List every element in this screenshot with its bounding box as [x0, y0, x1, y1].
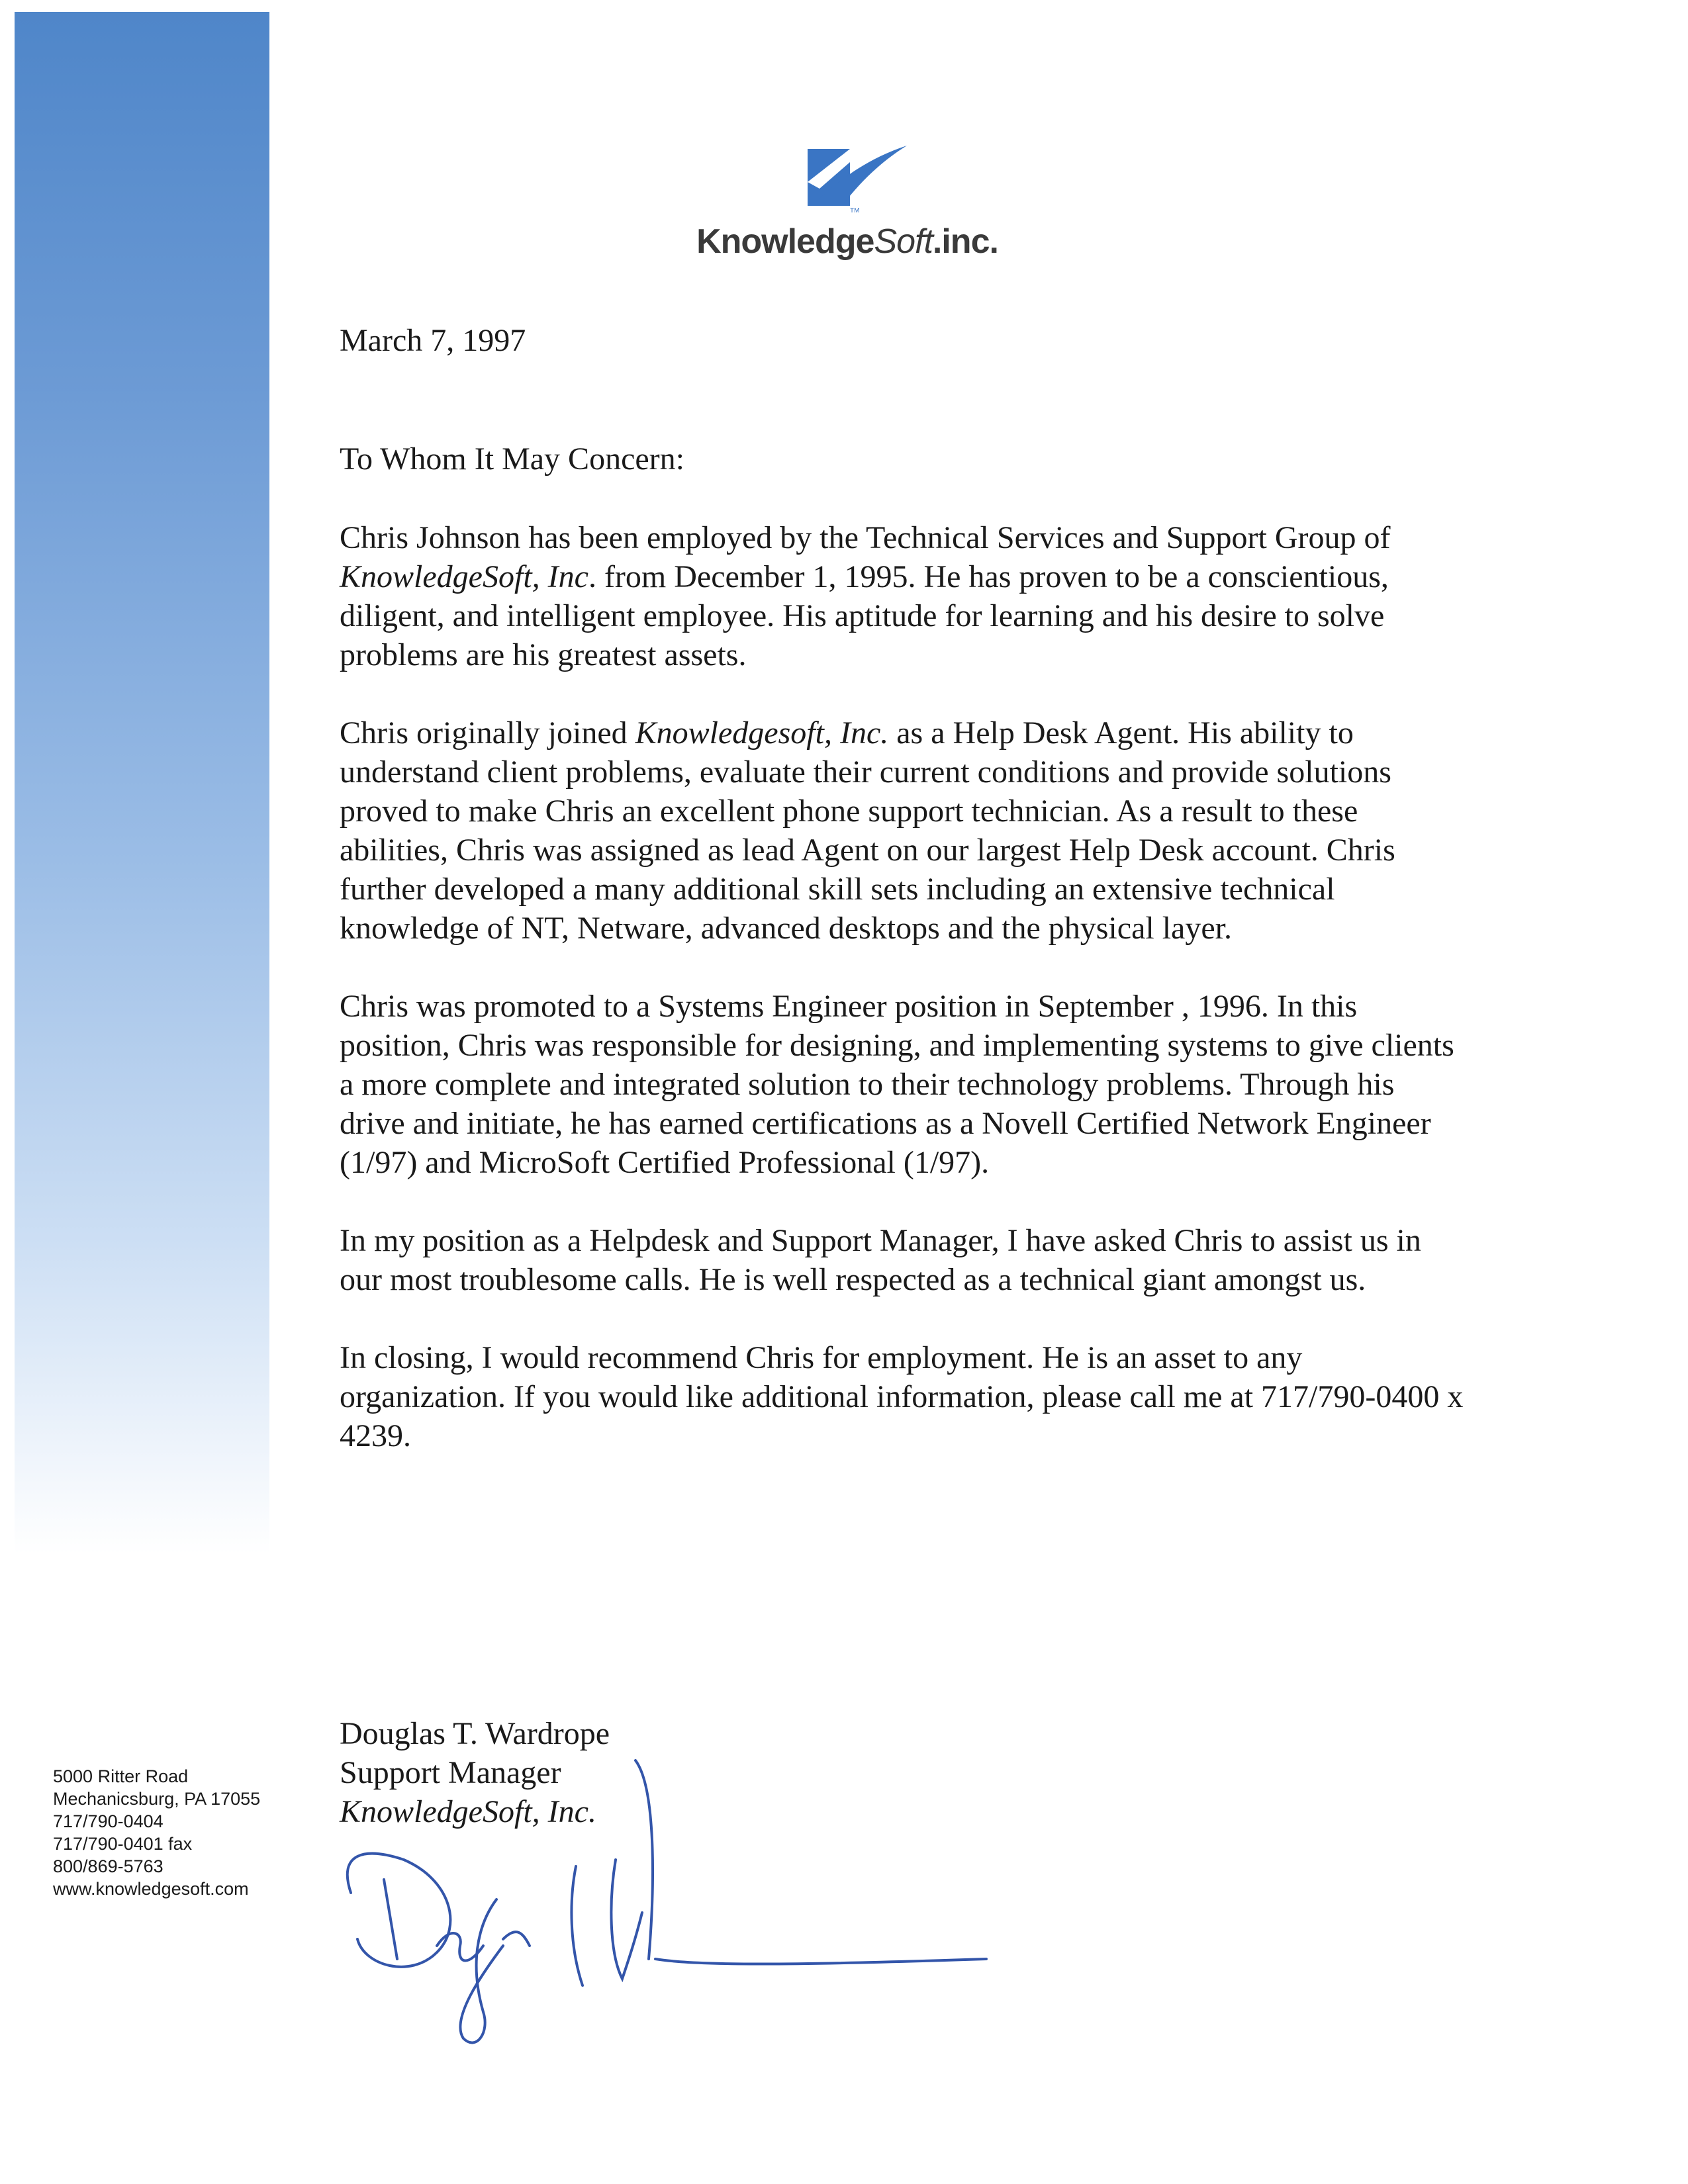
- logo-name-italic: Soft: [874, 222, 933, 261]
- letter-greeting: To Whom It May Concern:: [340, 441, 684, 477]
- letter-body: [340, 321, 1465, 1494]
- p2-company: Knowledgesoft, Inc.: [635, 715, 889, 751]
- address-phone: 717/790-0404: [53, 1811, 164, 1831]
- signer-name: Douglas T. Wardrope: [340, 1716, 610, 1751]
- paragraph-4: In my position as a Helpdesk and Support Manager, I have asked Chris to assist us in our most troublesome calls. He is well respected as a technical giant amongst us.: [340, 1223, 1421, 1297]
- paragraph-5: In closing, I would recommend Chris for employment. He is an asset to any organization. If you would like additional information, please call me at 717/790-0400 x 4239.: [340, 1340, 1464, 1453]
- paragraph-1: [340, 518, 1465, 674]
- letter-date: March 7, 1997: [340, 323, 526, 358]
- address-fax: 717/790-0401 fax: [53, 1834, 193, 1854]
- logo-wordmark: [688, 222, 1006, 261]
- blue-gradient-sidebar: [15, 12, 269, 1554]
- p2-text-b: as a Help Desk Agent. His ability to understand client problems, evaluate their current conditions and provide solutions proved to make Chris an excellent phone support technician. As a result to these abilities, Chris was assigned as lead Agent on our largest Help Desk account. Chris further developed a many additional skill sets including an extensive technical knowledge of NT, Netware, advanced desktops and the physical layer.: [340, 715, 1395, 946]
- company-logo: [688, 142, 1006, 261]
- paragraph-3: Chris was promoted to a Systems Engineer position in September , 1996. In this position, Chris was responsible for designing, and implementing systems to give clients a more complete and integrated solution to their technology problems. Through his drive and initiate, he has earned certifications as a Novell Certified Network Engineer (1/97) and MicroSoft Certified Professional (1/97).: [340, 989, 1454, 1180]
- p2-text-a: Chris originally joined: [340, 715, 635, 751]
- address-street: 5000 Ritter Road: [53, 1766, 189, 1786]
- signer-company: KnowledgeSoft, Inc.: [340, 1794, 596, 1829]
- p1-company: KnowledgeSoft, Inc: [340, 559, 588, 594]
- paragraph-2: [340, 713, 1465, 948]
- address-web: www.knowledgesoft.com: [53, 1879, 249, 1899]
- logo-name-bold: Knowledge: [696, 222, 874, 261]
- logo-tm: TM: [850, 207, 860, 214]
- signer-title: Support Manager: [340, 1755, 561, 1790]
- logo-name-suffix: .inc.: [932, 222, 998, 261]
- p1-text-a: Chris Johnson has been employed by the Technical Services and Support Group of: [340, 520, 1391, 555]
- address-city: Mechanicsburg, PA 17055: [53, 1789, 261, 1809]
- p1-text-b: . from December 1, 1995. He has proven to be a conscientious, diligent, and intelligent employee. His aptitude for learning and his desire to solve problems are his greatest assets.: [340, 559, 1389, 672]
- address-tollfree: 800/869-5763: [53, 1856, 164, 1876]
- handwritten-signature: [324, 1747, 1026, 2065]
- logo-mark-icon: [781, 142, 914, 215]
- company-address: [53, 1765, 260, 1900]
